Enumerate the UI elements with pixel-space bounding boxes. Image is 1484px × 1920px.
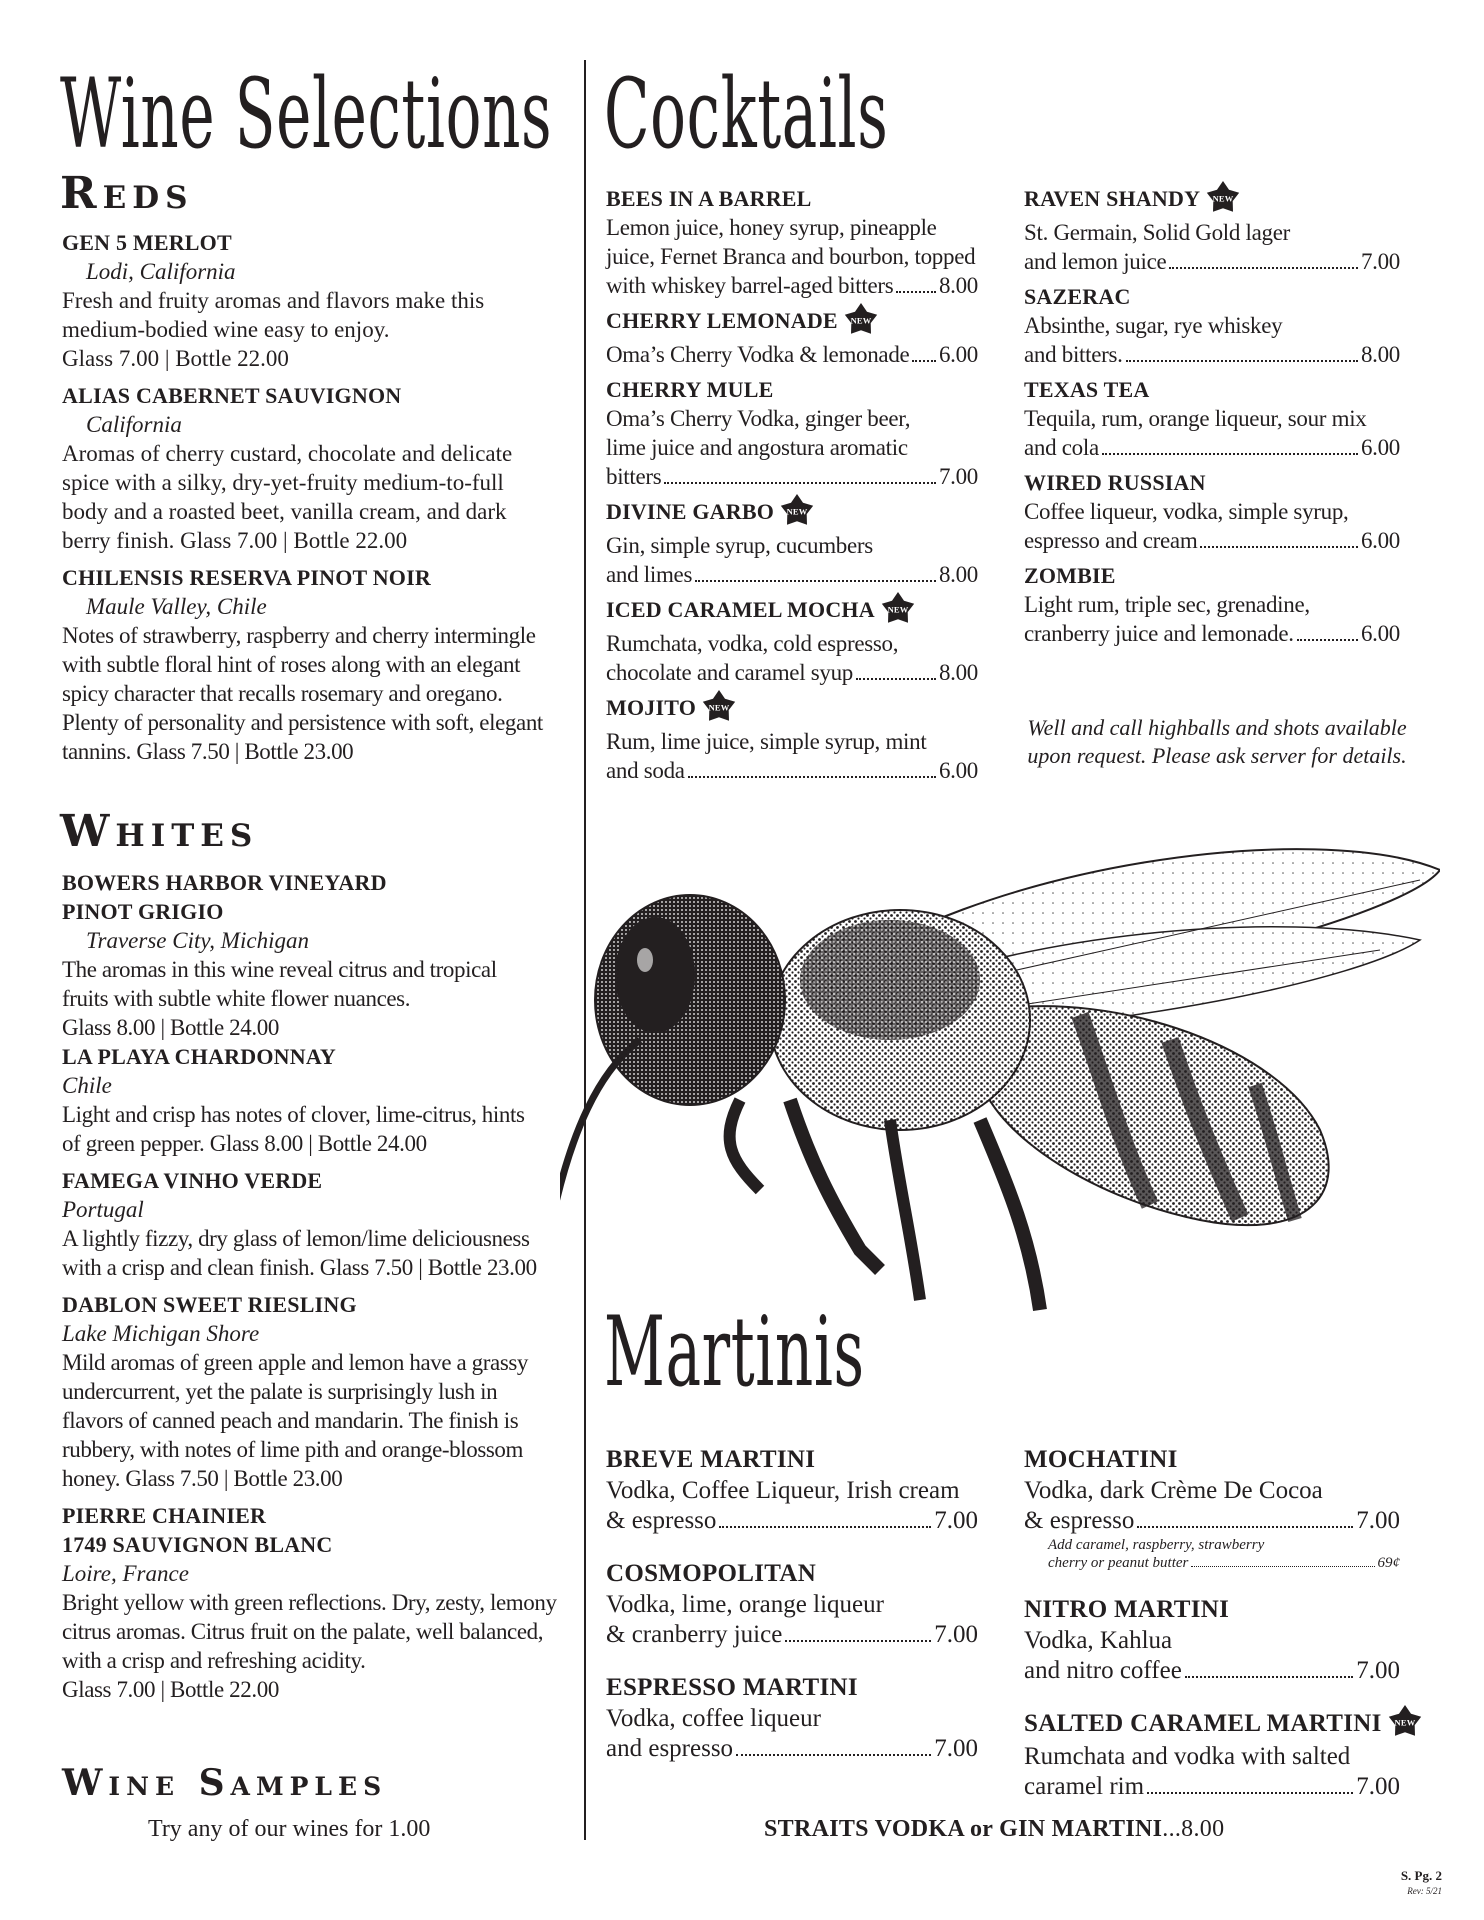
wine-description-line: Mild aromas of green apple and lemon have a grassy bbox=[62, 1350, 529, 1375]
drink-price: 7.00 bbox=[1356, 1507, 1400, 1534]
drink-price-line bbox=[606, 756, 978, 785]
martini-item bbox=[606, 1558, 978, 1650]
drink-price: 6.00 bbox=[1360, 528, 1400, 553]
cocktail-name bbox=[606, 375, 978, 404]
drink-name-text: BREVE MARTINI bbox=[606, 1446, 816, 1473]
cocktail-name bbox=[606, 497, 978, 531]
drink-price: 7.00 bbox=[934, 1735, 978, 1762]
addon-line: Add caramel, raspberry, strawberry bbox=[1048, 1537, 1265, 1553]
drink-price: 6.00 bbox=[938, 342, 978, 367]
cocktails-title: Cocktails bbox=[604, 58, 889, 170]
drink-price-line bbox=[606, 462, 978, 491]
drink-price: 8.00 bbox=[938, 660, 978, 685]
highballs-note: Well and call highballs and shots available upon request. Please ask server for details. bbox=[1027, 715, 1407, 768]
drink-price: 7.00 bbox=[934, 1507, 978, 1534]
drink-description-line: Lemon juice, honey syrup, pineapple bbox=[606, 215, 937, 240]
drink-name-text: NITRO MARTINI bbox=[1024, 1596, 1230, 1623]
cocktail-name bbox=[606, 693, 978, 727]
wine-name: PIERRE CHAINIER bbox=[62, 1503, 267, 1528]
wine-description-line: citrus aromas. Citrus fruit on the palate, well balanced, bbox=[62, 1619, 544, 1644]
drink-description-line: Light rum, triple sec, grenadine, bbox=[1024, 592, 1310, 617]
drink-price-line bbox=[1024, 247, 1400, 276]
wine-description-line: The aromas in this wine reveal citrus and tropical bbox=[62, 957, 497, 982]
drink-name-text: BEES IN A BARREL bbox=[606, 186, 812, 211]
wine-region: California bbox=[86, 412, 182, 437]
wine-description-line: undercurrent, yet the palate is surprisingly lush in bbox=[62, 1379, 498, 1404]
drink-price-line bbox=[606, 271, 978, 300]
drink-price: 6.00 bbox=[938, 758, 978, 783]
wine-item bbox=[62, 381, 582, 555]
wine-item bbox=[62, 228, 582, 373]
drink-description-line: Rum, lime juice, simple syrup, mint bbox=[606, 729, 927, 754]
dot-leader bbox=[1137, 1525, 1353, 1528]
drink-description-line: chocolate and caramel syup bbox=[606, 660, 853, 685]
wine-name: 1749 SAUVIGNON BLANC bbox=[62, 1532, 333, 1557]
drink-description-line: with whiskey barrel-aged bitters bbox=[606, 273, 894, 298]
cocktail-name bbox=[606, 184, 978, 213]
cocktail-item bbox=[1024, 184, 1400, 276]
new-badge-label: NEW bbox=[1394, 1717, 1416, 1728]
wine-description-line: Aromas of cherry custard, chocolate and delicate bbox=[62, 441, 513, 466]
dot-leader bbox=[1147, 1791, 1353, 1794]
cocktail-item bbox=[1024, 375, 1400, 462]
drink-price-line bbox=[1024, 340, 1400, 369]
dot-leader bbox=[785, 1639, 931, 1642]
wine-item bbox=[62, 868, 582, 1042]
drink-price-line bbox=[606, 340, 978, 369]
dot-leader bbox=[719, 1525, 931, 1528]
cocktail-item bbox=[606, 497, 978, 589]
cocktails-left-column bbox=[606, 184, 978, 791]
wine-description-line: Notes of strawberry, raspberry and cherry intermingle bbox=[62, 623, 536, 648]
wine-description-line: Bright yellow with green reflections. Dry, zesty, lemony bbox=[62, 1590, 557, 1615]
cocktail-name bbox=[606, 595, 978, 629]
drink-name-text: MOCHATINI bbox=[1024, 1446, 1178, 1473]
wine-name: LA PLAYA CHARDONNAY bbox=[62, 1044, 336, 1069]
drink-description-line: & espresso bbox=[1024, 1507, 1135, 1534]
wine-item bbox=[62, 1290, 582, 1493]
new-badge-label: NEW bbox=[850, 315, 872, 326]
dot-leader bbox=[1185, 1675, 1353, 1678]
cocktail-item bbox=[606, 595, 978, 687]
drink-description-line: and lemon juice bbox=[1024, 249, 1167, 274]
martini-name bbox=[606, 1444, 978, 1476]
drink-price-line bbox=[606, 560, 978, 589]
straits-martini-line: STRAITS VODKA or GIN MARTINI...8.00 bbox=[764, 1816, 1225, 1842]
wine-region: Traverse City, Michigan bbox=[86, 928, 309, 953]
drink-description-line: juice, Fernet Branca and bourbon, topped bbox=[606, 244, 976, 269]
wine-description-line: Plenty of personality and persistence with soft, elegant bbox=[62, 710, 543, 735]
drink-description-line: Oma’s Cherry Vodka & lemonade bbox=[606, 342, 910, 367]
drink-name-text: MOJITO bbox=[606, 695, 697, 721]
wine-region: Chile bbox=[62, 1073, 112, 1098]
wine-description-line: with a crisp and clean finish. Glass 7.50 | Bottle 23.00 bbox=[62, 1255, 537, 1280]
wine-description-line: Glass 7.00 | Bottle 22.00 bbox=[62, 1677, 279, 1702]
bee-illustration bbox=[560, 800, 1440, 1320]
wine-description-line: with a crisp and refreshing acidity. bbox=[62, 1648, 366, 1673]
drink-price: 8.00 bbox=[938, 562, 978, 587]
wine-name: PINOT GRIGIO bbox=[62, 899, 224, 924]
drink-name-text: RAVEN SHANDY bbox=[1024, 186, 1201, 212]
drink-price-line bbox=[1024, 433, 1400, 462]
drink-price: 8.00 bbox=[1360, 342, 1400, 367]
drink-description-line: Vodka, Kahlua bbox=[1024, 1627, 1173, 1654]
drink-price-line bbox=[606, 658, 978, 687]
martini-name bbox=[1024, 1708, 1416, 1742]
cocktail-item bbox=[606, 306, 978, 369]
wine-description-line: Light and crisp has notes of clover, lime-citrus, hints bbox=[62, 1102, 525, 1127]
dot-leader bbox=[1297, 638, 1358, 641]
drink-price: 6.00 bbox=[1360, 435, 1400, 460]
wine-description-line: berry finish. Glass 7.00 | Bottle 22.00 bbox=[62, 528, 408, 553]
martini-name bbox=[606, 1672, 978, 1704]
new-badge-label: NEW bbox=[708, 702, 730, 713]
wine-region: Lodi, California bbox=[86, 259, 236, 284]
wine-description-line: Glass 8.00 | Bottle 24.00 bbox=[62, 1015, 279, 1040]
drink-description-line: & espresso bbox=[606, 1507, 717, 1534]
wine-item bbox=[62, 1042, 582, 1158]
new-badge-icon bbox=[702, 690, 736, 724]
dot-leader bbox=[1191, 1565, 1374, 1567]
wine-description-line: Glass 7.00 | Bottle 22.00 bbox=[62, 346, 289, 371]
drink-description-line: and limes bbox=[606, 562, 693, 587]
cocktails-right-column bbox=[1024, 184, 1400, 654]
wine-selections-title: Wine Selections bbox=[60, 58, 553, 170]
dot-leader bbox=[1169, 266, 1358, 269]
drink-name-text: SALTED CARAMEL MARTINI bbox=[1024, 1710, 1382, 1737]
drink-description-line: Absinthe, sugar, rye whiskey bbox=[1024, 313, 1283, 338]
drink-name-text: ICED CARAMEL MOCHA bbox=[606, 597, 875, 623]
drink-name-text: CHERRY MULE bbox=[606, 377, 774, 402]
wine-region: Lake Michigan Shore bbox=[62, 1321, 260, 1346]
wine-item bbox=[62, 1501, 582, 1704]
cocktail-name bbox=[1024, 184, 1400, 218]
addon-price-line bbox=[1024, 1554, 1400, 1572]
whites-heading: Whites bbox=[60, 806, 259, 857]
wine-region: Portugal bbox=[62, 1197, 144, 1222]
wine-description-line: medium-bodied wine easy to enjoy. bbox=[62, 317, 390, 342]
cocktail-item bbox=[1024, 468, 1400, 555]
wine-name: GEN 5 MERLOT bbox=[62, 230, 232, 255]
drink-price: 7.00 bbox=[1356, 1773, 1400, 1801]
new-badge-label: NEW bbox=[887, 604, 909, 615]
cocktail-name bbox=[606, 306, 978, 340]
cocktail-item bbox=[606, 693, 978, 785]
dot-leader bbox=[896, 290, 936, 293]
drink-price: 8.00 bbox=[938, 273, 978, 298]
wine-description-line: fruits with subtle white flower nuances. bbox=[62, 986, 411, 1011]
drink-description-line: cranberry juice and lemonade. bbox=[1024, 621, 1294, 646]
dot-leader bbox=[664, 481, 936, 484]
martini-name bbox=[1024, 1594, 1400, 1626]
drink-name-text: ESPRESSO MARTINI bbox=[606, 1674, 858, 1701]
drink-description-line: espresso and cream bbox=[1024, 528, 1198, 553]
drink-price-line bbox=[606, 1506, 978, 1536]
wine-description-line: spicy character that recalls rosemary and oregano. bbox=[62, 681, 503, 706]
whites-list bbox=[62, 868, 582, 1712]
dot-leader bbox=[695, 579, 936, 582]
cocktail-item bbox=[1024, 561, 1400, 648]
martini-name bbox=[1024, 1444, 1400, 1476]
martini-name bbox=[606, 1558, 978, 1590]
new-badge-icon bbox=[1206, 181, 1240, 215]
drink-description-line: caramel rim bbox=[1024, 1773, 1145, 1801]
addon-line: cherry or peanut butter bbox=[1048, 1555, 1189, 1571]
drink-description-line: Vodka, coffee liqueur bbox=[606, 1705, 821, 1732]
drink-name-text: TEXAS TEA bbox=[1024, 377, 1150, 402]
martini-item bbox=[1024, 1444, 1400, 1572]
cocktail-item bbox=[606, 184, 978, 300]
drink-description-line: Gin, simple syrup, cucumbers bbox=[606, 533, 873, 558]
drink-price-line bbox=[1024, 1772, 1400, 1802]
drink-name-text: DIVINE GARBO bbox=[606, 499, 775, 525]
wine-description-line: with subtle floral hint of roses along with an elegant bbox=[62, 652, 521, 677]
wine-region: Loire, France bbox=[62, 1561, 189, 1586]
dot-leader bbox=[1126, 359, 1358, 362]
drink-description-line: bitters bbox=[606, 464, 662, 489]
martinis-title: Martinis bbox=[604, 1296, 865, 1408]
drink-description-line: Rumchata, vodka, cold espresso, bbox=[606, 631, 899, 656]
drink-description-line: and soda bbox=[606, 758, 685, 783]
drink-description-line: and nitro coffee bbox=[1024, 1657, 1182, 1684]
new-badge-icon bbox=[780, 494, 814, 528]
drink-description-line: lime juice and angostura aromatic bbox=[606, 435, 908, 460]
wine-description-line: body and a roasted beet, vanilla cream, and dark bbox=[62, 499, 507, 524]
drink-description-line: Oma’s Cherry Vodka, ginger beer, bbox=[606, 406, 911, 431]
wine-description-line: Fresh and fruity aromas and flavors make this bbox=[62, 288, 485, 313]
dot-leader bbox=[856, 677, 936, 680]
drink-description-line: Rumchata and vodka with salted bbox=[1024, 1743, 1351, 1771]
wine-description-line: honey. Glass 7.50 | Bottle 23.00 bbox=[62, 1466, 343, 1491]
drink-price-line bbox=[606, 1620, 978, 1650]
wine-item bbox=[62, 563, 582, 766]
dot-leader bbox=[688, 775, 936, 778]
drink-price-line bbox=[1024, 526, 1400, 555]
wine-description-line: rubbery, with notes of lime pith and orange-blossom bbox=[62, 1437, 524, 1462]
drink-description-line: Tequila, rum, orange liqueur, sour mix bbox=[1024, 406, 1367, 431]
drink-description-line: and espresso bbox=[606, 1735, 734, 1762]
drink-price: 7.00 bbox=[934, 1621, 978, 1648]
drink-description-line: & cranberry juice bbox=[606, 1621, 783, 1648]
drink-price: 7.00 bbox=[1360, 249, 1400, 274]
drink-description-line: Vodka, Coffee Liqueur, Irish cream bbox=[606, 1477, 960, 1504]
martini-item bbox=[606, 1672, 978, 1764]
drink-description-line: Coffee liqueur, vodka, simple syrup, bbox=[1024, 499, 1349, 524]
page-label: S. Pg. 2 bbox=[1400, 1868, 1442, 1883]
wine-samples-heading: Wine Samples bbox=[62, 1762, 388, 1804]
wine-samples-text: Try any of our wines for 1.00 bbox=[148, 1816, 431, 1842]
martini-item bbox=[1024, 1708, 1416, 1802]
dot-leader bbox=[1102, 452, 1358, 455]
reds-list bbox=[62, 228, 582, 774]
wine-name: CHILENSIS RESERVA PINOT NOIR bbox=[62, 565, 431, 590]
dot-leader bbox=[1200, 545, 1358, 548]
cocktail-name bbox=[1024, 561, 1400, 590]
drink-name-text: SAZERAC bbox=[1024, 284, 1131, 309]
martinis-right-column bbox=[1024, 1444, 1416, 1824]
addon-price: 69¢ bbox=[1377, 1555, 1400, 1571]
reds-heading: Reds bbox=[60, 168, 194, 219]
wine-description-line: tannins. Glass 7.50 | Bottle 23.00 bbox=[62, 739, 354, 764]
drink-price: 6.00 bbox=[1360, 621, 1400, 646]
drink-description-line: St. Germain, Solid Gold lager bbox=[1024, 220, 1290, 245]
wine-name: DABLON SWEET RIESLING bbox=[62, 1292, 357, 1317]
wine-description-line: of green pepper. Glass 8.00 | Bottle 24.00 bbox=[62, 1131, 427, 1156]
cocktail-name bbox=[1024, 282, 1400, 311]
cocktail-name bbox=[1024, 468, 1400, 497]
wine-name: BOWERS HARBOR VINEYARD bbox=[62, 870, 387, 895]
wine-description-line: spice with a silky, dry-yet-fruity medium-to-full bbox=[62, 470, 504, 495]
drink-price: 7.00 bbox=[938, 464, 978, 489]
cocktail-item bbox=[1024, 282, 1400, 369]
drink-price: 7.00 bbox=[1356, 1657, 1400, 1684]
dot-leader bbox=[912, 359, 935, 362]
new-badge-icon bbox=[881, 592, 915, 626]
drink-description-line: and cola bbox=[1024, 435, 1099, 460]
martinis-left-column bbox=[606, 1444, 978, 1786]
cocktail-name bbox=[1024, 375, 1400, 404]
dot-leader bbox=[736, 1753, 931, 1756]
drink-name-text: COSMOPOLITAN bbox=[606, 1560, 817, 1587]
wine-region: Maule Valley, Chile bbox=[86, 594, 267, 619]
new-badge-icon bbox=[1388, 1705, 1422, 1739]
drink-price-line bbox=[606, 1734, 978, 1764]
drink-description-line: Vodka, dark Crème De Cocoa bbox=[1024, 1477, 1323, 1504]
drink-description-line: Vodka, lime, orange liqueur bbox=[606, 1591, 884, 1618]
drink-price-line bbox=[1024, 619, 1400, 648]
new-badge-icon bbox=[844, 303, 878, 337]
drink-name-text: WIRED RUSSIAN bbox=[1024, 470, 1206, 495]
new-badge-label: NEW bbox=[1212, 193, 1234, 204]
wine-description-line: A lightly fizzy, dry glass of lemon/lime deliciousness bbox=[62, 1226, 530, 1251]
cocktail-item bbox=[606, 375, 978, 491]
martini-item bbox=[1024, 1594, 1400, 1686]
wine-name: ALIAS CABERNET SAUVIGNON bbox=[62, 383, 402, 408]
wine-item bbox=[62, 1166, 582, 1282]
wine-description-line: flavors of canned peach and mandarin. The finish is bbox=[62, 1408, 519, 1433]
drink-price-line bbox=[1024, 1656, 1400, 1686]
drink-name-text: CHERRY LEMONADE bbox=[606, 308, 838, 334]
wine-name: FAMEGA VINHO VERDE bbox=[62, 1168, 323, 1193]
new-badge-label: NEW bbox=[786, 506, 808, 517]
drink-description-line: and bitters. bbox=[1024, 342, 1123, 367]
martini-item bbox=[606, 1444, 978, 1536]
drink-name-text: ZOMBIE bbox=[1024, 563, 1116, 588]
drink-price-line bbox=[1024, 1506, 1400, 1536]
revision-label: Rev: 5/21 bbox=[1407, 1886, 1442, 1896]
